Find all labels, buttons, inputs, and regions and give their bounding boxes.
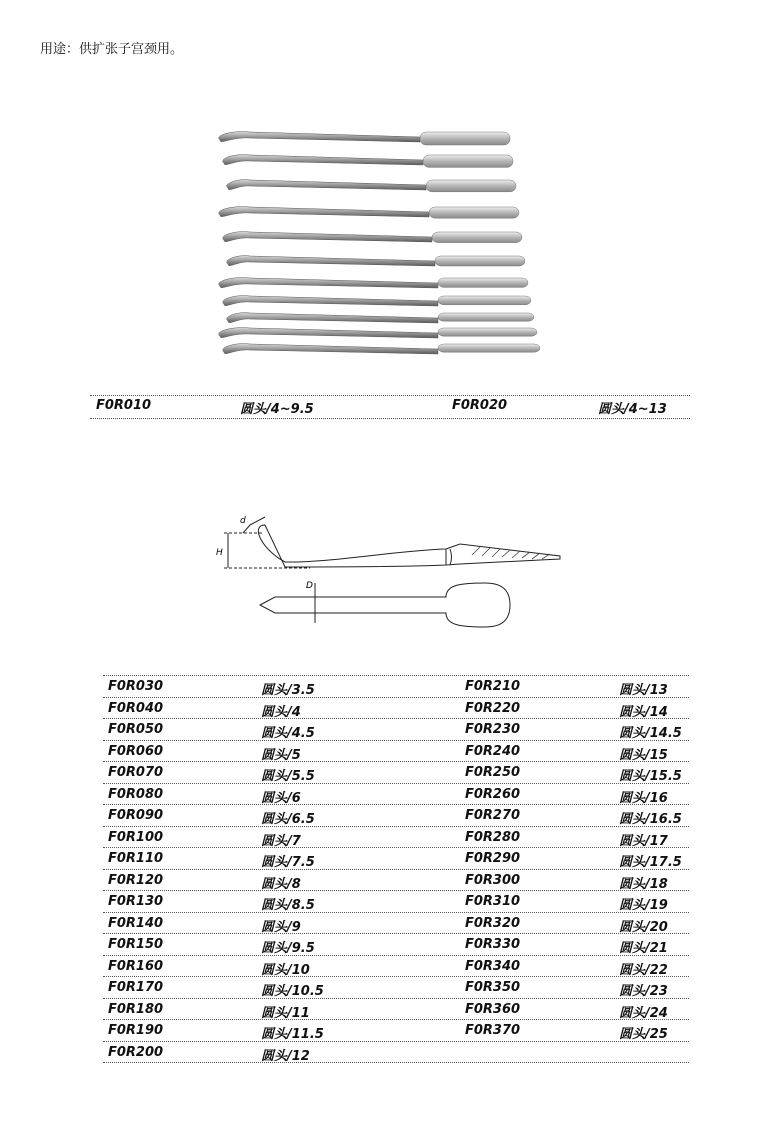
left-code: F0R160 [108, 958, 164, 974]
left-spec: 圆头/9.5 [261, 941, 315, 956]
left-spec: 圆头/7.5 [261, 855, 315, 870]
dilator-rod [227, 180, 516, 192]
left-spec: 圆头/8 [261, 876, 301, 892]
left-spec: 圆头/9 [261, 919, 301, 935]
left-spec: 圆头/4 [261, 704, 301, 720]
right-spec: 圆头/14 [619, 704, 668, 720]
table-row [103, 913, 689, 935]
right-spec: 圆头/21 [619, 941, 668, 956]
left-spec: 圆头/5 [261, 747, 301, 763]
left-spec: 圆头/5.5 [261, 769, 315, 784]
diagram-label-H: H [216, 548, 223, 558]
left-spec: 圆头/6 [261, 790, 301, 806]
right-code: F0R250 [465, 765, 521, 780]
left-code: F0R100 [108, 829, 164, 845]
right-code: F0R230 [465, 722, 521, 737]
right-spec: 圆头/18 [619, 876, 668, 892]
set-code-2: F0R020 [452, 398, 508, 413]
dilator-rod [227, 256, 525, 266]
table-row [103, 719, 689, 741]
right-code: F0R280 [465, 829, 521, 845]
table-row [103, 784, 689, 806]
left-code: F0R040 [108, 700, 164, 716]
right-code: F0R300 [465, 872, 521, 888]
right-code: F0R270 [465, 808, 521, 823]
table-row [103, 698, 689, 720]
table-row [103, 676, 689, 698]
table-row [103, 870, 689, 892]
dilator-rod [223, 296, 531, 306]
left-spec: 圆头/10 [261, 962, 310, 978]
right-code: F0R360 [465, 1001, 521, 1017]
right-code: F0R210 [465, 679, 521, 694]
left-spec: 圆头/11.5 [261, 1027, 324, 1042]
left-spec: 圆头/4.5 [261, 726, 315, 741]
right-spec: 圆头/16 [619, 790, 668, 806]
table-row [103, 1042, 689, 1064]
left-spec: 圆头/11 [261, 1005, 310, 1021]
table-row [103, 1020, 689, 1042]
dilator-rod [223, 155, 513, 168]
table-row [103, 956, 689, 978]
right-spec: 圆头/17.5 [619, 855, 682, 870]
set-row [90, 395, 690, 419]
left-code: F0R170 [108, 980, 164, 995]
right-code: F0R290 [465, 851, 521, 866]
right-code: F0R260 [465, 786, 521, 802]
dilator-rod [227, 313, 534, 323]
left-code: F0R190 [108, 1023, 164, 1038]
table-row [103, 934, 689, 956]
table-row [103, 827, 689, 849]
left-spec: 圆头/7 [261, 833, 301, 849]
left-code: F0R070 [108, 765, 164, 780]
right-spec: 圆头/24 [619, 1005, 668, 1021]
right-spec: 圆头/14.5 [619, 726, 682, 741]
right-spec: 圆头/25 [619, 1027, 668, 1042]
left-code: F0R150 [108, 937, 164, 952]
diagram-label-D: D [306, 581, 313, 591]
set-spec-1: 圆头/4~9.5 [240, 402, 314, 417]
table-row [103, 891, 689, 913]
dilator-rod [219, 132, 510, 145]
table-row [103, 762, 689, 784]
right-code: F0R350 [465, 980, 521, 995]
right-code: F0R370 [465, 1023, 521, 1038]
table-row [103, 999, 689, 1021]
left-code: F0R130 [108, 894, 164, 909]
set-spec-2: 圆头/4~13 [598, 402, 667, 417]
dilator-diagram [210, 505, 570, 635]
right-spec: 圆头/20 [619, 919, 668, 935]
table-row [103, 977, 689, 999]
right-spec: 圆头/19 [619, 898, 668, 913]
right-code: F0R220 [465, 700, 521, 716]
dilator-rod [223, 344, 540, 354]
right-spec: 圆头/15.5 [619, 769, 682, 784]
right-spec: 圆头/22 [619, 962, 668, 978]
left-code: F0R180 [108, 1001, 164, 1017]
usage-text: 用途：供扩张子宫颈用。 [40, 42, 184, 57]
left-code: F0R090 [108, 808, 164, 823]
right-code: F0R310 [465, 894, 521, 909]
left-spec: 圆头/10.5 [261, 984, 324, 999]
spec-table [103, 675, 689, 1063]
left-spec: 圆头/6.5 [261, 812, 315, 827]
right-code: F0R340 [465, 958, 521, 974]
right-code: F0R330 [465, 937, 521, 952]
left-spec: 圆头/12 [261, 1048, 310, 1064]
left-code: F0R060 [108, 743, 164, 759]
left-code: F0R120 [108, 872, 164, 888]
right-spec: 圆头/17 [619, 833, 668, 849]
dilator-rod [223, 232, 522, 243]
left-code: F0R050 [108, 722, 164, 737]
dilator-rods [219, 132, 540, 354]
left-code: F0R080 [108, 786, 164, 802]
right-spec: 圆头/16.5 [619, 812, 682, 827]
dilator-rod [219, 278, 528, 288]
left-spec: 圆头/8.5 [261, 898, 315, 913]
left-code: F0R140 [108, 915, 164, 931]
right-code: F0R320 [465, 915, 521, 931]
table-row [103, 805, 689, 827]
right-spec: 圆头/15 [619, 747, 668, 763]
right-spec: 圆头/23 [619, 984, 668, 999]
table-row [103, 741, 689, 763]
left-spec: 圆头/3.5 [261, 683, 315, 698]
dilator-rod [219, 328, 537, 338]
right-spec: 圆头/13 [619, 683, 668, 698]
left-code: F0R200 [108, 1044, 164, 1060]
dilator-rod [219, 207, 519, 219]
left-code: F0R110 [108, 851, 164, 866]
dilator-set-photo [210, 118, 560, 373]
set-code-1: F0R010 [96, 398, 152, 413]
left-code: F0R030 [108, 679, 164, 694]
table-row [103, 848, 689, 870]
diagram-label-d: d [240, 516, 246, 526]
right-code: F0R240 [465, 743, 521, 759]
